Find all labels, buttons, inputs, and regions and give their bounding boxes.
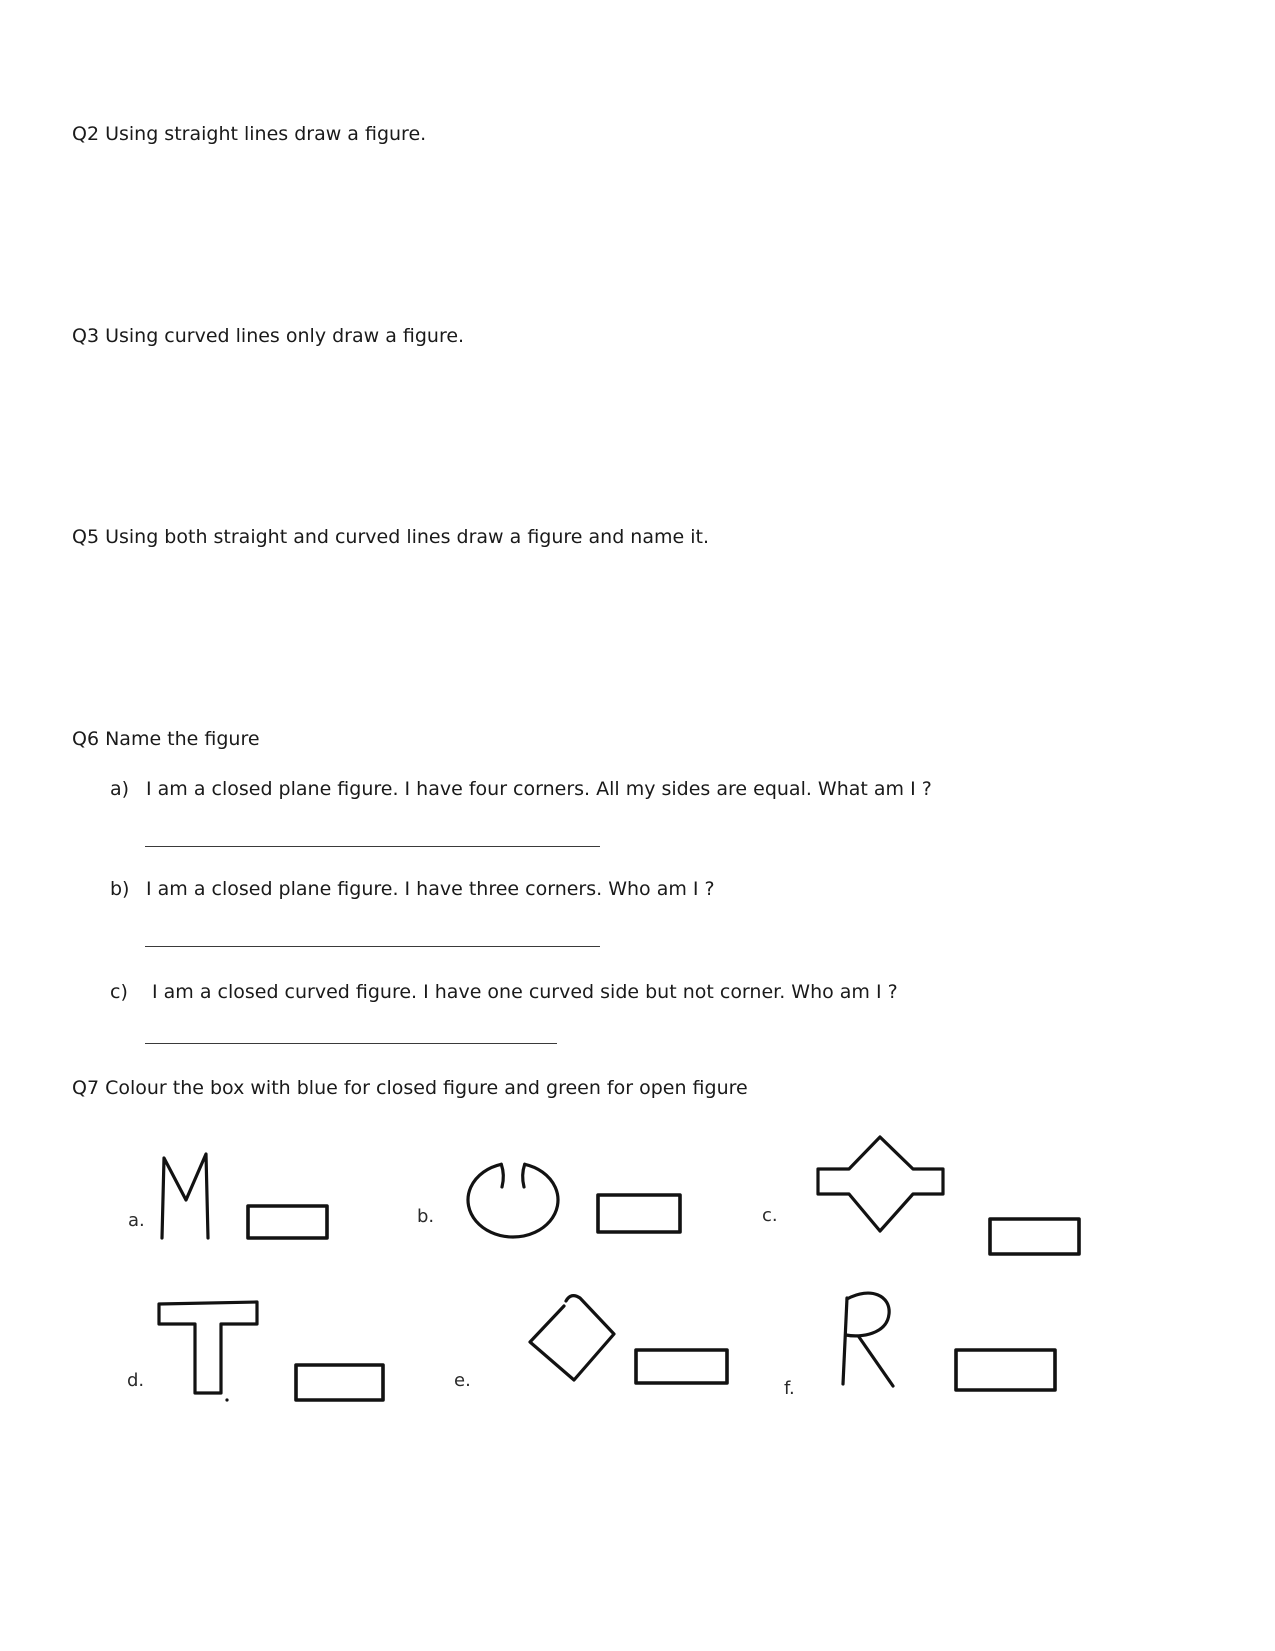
- figure-label-d: d.: [127, 1370, 145, 1391]
- q6-item-c: [110, 980, 898, 1004]
- colour-box-f: [953, 1347, 1058, 1393]
- diamond-with-side-tabs-figure: [813, 1132, 948, 1238]
- notched-circle-figure: [466, 1160, 561, 1240]
- figure-label-a: a.: [128, 1210, 145, 1231]
- q6-item-a-label: a): [110, 778, 130, 800]
- figure-label-c: c.: [762, 1205, 778, 1226]
- q6-item-a-text: I am a closed plane figure. I have four corners. All my sides are equal. What am I ?: [146, 778, 932, 800]
- question-q5: Q5 Using both straight and curved lines draw a figure and name it.: [72, 526, 709, 548]
- block-letter-t-figure: [153, 1296, 263, 1404]
- answer-blank-a: [145, 846, 600, 847]
- colour-box-e: [633, 1347, 730, 1386]
- colour-box-d: [293, 1362, 386, 1403]
- open-diamond-figure: [523, 1292, 618, 1384]
- letter-r-figure: [833, 1290, 908, 1392]
- colour-box-c: [987, 1216, 1082, 1257]
- q6-item-a: [110, 777, 932, 801]
- q6-item-c-text: I am a closed curved figure. I have one curved side but not corner. Who am I ?: [152, 981, 898, 1003]
- q6-item-b-text: I am a closed plane figure. I have three corners. Who am I ?: [146, 878, 715, 900]
- letter-m-figure: [158, 1150, 216, 1242]
- question-q6-heading: Q6 Name the figure: [72, 728, 260, 750]
- q6-item-b: [110, 877, 715, 901]
- colour-box-a: [245, 1203, 330, 1241]
- figure-label-f: f.: [784, 1378, 795, 1399]
- answer-blank-c: [145, 1043, 557, 1044]
- q6-item-b-label: b): [110, 878, 130, 900]
- answer-blank-b: [145, 946, 600, 947]
- question-q7: Q7 Colour the box with blue for closed figure and green for open figure: [72, 1077, 748, 1099]
- colour-box-b: [595, 1192, 683, 1235]
- question-q2: Q2 Using straight lines draw a figure.: [72, 123, 427, 145]
- q6-item-c-label: c): [110, 981, 128, 1003]
- figure-label-e: e.: [454, 1370, 471, 1391]
- figure-label-b: b.: [417, 1206, 435, 1227]
- question-q3: Q3 Using curved lines only draw a figure.: [72, 325, 465, 347]
